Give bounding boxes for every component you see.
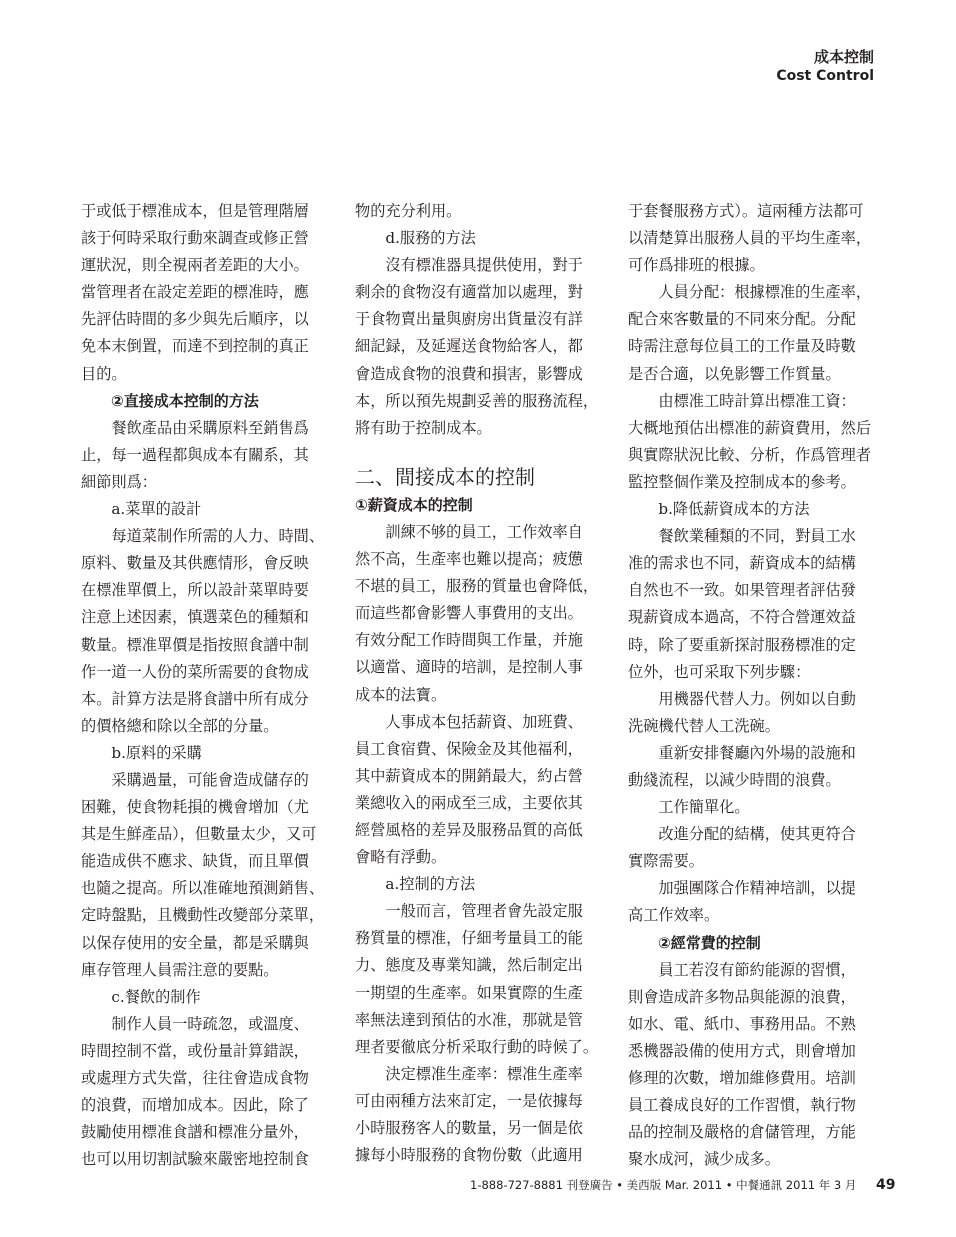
text-column-1 bbox=[81, 198, 347, 1173]
body-text-line: 而這些都會影響人事費用的支出。 bbox=[355, 604, 583, 623]
body-text-line: 以適當、適時的培訓，是控制人事 bbox=[355, 658, 583, 677]
body-text-line: 與實際狀況比較、分析，作爲管理者 bbox=[628, 445, 871, 464]
body-text-line: 定時盤點，且機動性改變部分菜單， bbox=[81, 906, 324, 925]
body-text-line: 有效分配工作時間與工作量，并施 bbox=[355, 631, 583, 650]
body-text-line: 也隨之提高。所以准確地預測銷售、 bbox=[81, 879, 324, 898]
body-text-line: 時間控制不當，或份量計算錯誤， bbox=[81, 1041, 309, 1060]
body-text-line: 原料、數量及其供應情形，會反映 bbox=[81, 554, 309, 573]
body-text-line: 監控整個作業及控制成本的參考。 bbox=[628, 472, 856, 491]
section-heading: ①薪資成本的控制 bbox=[355, 495, 473, 514]
running-header bbox=[776, 48, 874, 85]
body-text-line: 配合來客數量的不同來分配。分配 bbox=[628, 310, 856, 329]
body-text-line: a.控制的方法 bbox=[355, 875, 476, 894]
body-text-line: 沒有標准器具提供使用，對于 bbox=[355, 256, 583, 275]
body-text-line: 時需注意每位員工的工作量及時數 bbox=[628, 337, 856, 356]
body-text-line: 的浪費，而增加成本。因此，除了 bbox=[81, 1096, 309, 1115]
body-text-line: 也可以用切割試驗來嚴密地控制食 bbox=[81, 1150, 309, 1169]
footer-publication-info: 1-888-727-8881 刊登廣告 • 美西版 Mar. 2011 • 中餐通訊 2011 年 3 月 bbox=[470, 1178, 857, 1192]
body-text-line: 可作爲排班的根據。 bbox=[628, 256, 765, 275]
body-text-line: 注意上述因素，慎選菜色的種類和 bbox=[81, 608, 309, 627]
body-text-line: 餐飲業種類的不同，對員工水 bbox=[628, 527, 856, 546]
body-text-line: 則會造成許多物品與能源的浪費， bbox=[628, 987, 856, 1006]
body-text-line: 細記録，及延遲送食物給客人，都 bbox=[355, 337, 583, 356]
body-text-line: 剩余的食物沒有適當加以處理，對 bbox=[355, 283, 583, 302]
body-text-line: 先評估時間的多少與先后順序，以 bbox=[81, 310, 309, 329]
body-text-line: 其是生鮮產品），但數量太少，又可 bbox=[81, 825, 317, 844]
body-text-line: 是否合適，以免影響工作質量。 bbox=[628, 364, 841, 383]
text-column-2 bbox=[355, 198, 621, 1169]
body-text-line: 困難，使食物耗損的機會增加（尤 bbox=[81, 798, 309, 817]
body-text-line: 會造成食物的浪費和損害，影響成 bbox=[355, 364, 583, 383]
body-text-line: 一般而言，管理者會先設定服 bbox=[355, 902, 583, 921]
body-text-line: 在標准單價上，所以設計菜單時要 bbox=[81, 581, 309, 600]
body-text-line: 小時服務客人的數量，另一個是依 bbox=[355, 1119, 583, 1137]
body-text-line: 將有助于控制成本。 bbox=[355, 418, 492, 437]
body-text-line: 用機器代替人力。例如以自動 bbox=[628, 689, 856, 708]
body-text-line: 人事成本包括薪資、加班費、 bbox=[355, 712, 583, 731]
body-text-line: 准的需求也不同，薪資成本的結構 bbox=[628, 554, 856, 573]
body-text-line: 據每小時服務的食物份數（此適用 bbox=[355, 1146, 583, 1165]
body-text-line: 可由兩種方法來訂定，一是依據每 bbox=[355, 1091, 583, 1110]
body-text-line: 細節則爲： bbox=[81, 472, 157, 491]
body-text-line: c.餐飲的制作 bbox=[81, 987, 201, 1006]
body-text-line: 動綫流程，以減少時間的浪費。 bbox=[628, 770, 841, 789]
body-text-line: 本，所以預先規劃妥善的服務流程， bbox=[355, 391, 598, 410]
section-heading: ②經常費的控制 bbox=[628, 933, 761, 952]
body-text-line: 庫存管理人員需注意的要點。 bbox=[81, 960, 279, 979]
body-text-line: 其中薪資成本的開銷最大，約占營 bbox=[355, 766, 583, 785]
body-text-line: 員工養成良好的工作習慣，執行物 bbox=[628, 1096, 856, 1115]
body-text-line: d.服務的方法 bbox=[355, 229, 476, 248]
body-text-line: 會略有浮動。 bbox=[355, 848, 447, 867]
body-text-line: a.菜單的設計 bbox=[81, 500, 202, 519]
body-text-line: 務質量的標准，仔細考量員工的能 bbox=[355, 929, 583, 948]
body-text-line: 時，除了要重新探討服務標准的定 bbox=[628, 635, 856, 654]
body-text-line: 止，每一過程都與成本有關系，其 bbox=[81, 445, 309, 464]
body-text-line: 悉機器設備的使用方式，則會增加 bbox=[628, 1041, 856, 1060]
body-text-line: 洗碗機代替人工洗碗。 bbox=[628, 716, 780, 735]
section-heading: ②直接成本控制的方法 bbox=[81, 391, 259, 410]
body-text-line: 然不高，生產率也難以提高；疲憊 bbox=[355, 550, 583, 569]
page-number: 49 bbox=[876, 1177, 896, 1193]
body-text-line: 餐飲產品由采購原料至銷售爲 bbox=[81, 418, 309, 437]
body-text-line: 數量。標准單價是指按照食譜中制 bbox=[81, 635, 309, 654]
body-text-line: 實際需要。 bbox=[628, 852, 704, 871]
body-text-line: 于食物賣出量與廚房出貨量沒有詳 bbox=[355, 310, 583, 329]
body-text-line: 于套餐服務方式）。這兩種方法都可 bbox=[628, 202, 864, 220]
body-text-line: 人員分配：根據標准的生產率， bbox=[628, 283, 871, 302]
text-column-3 bbox=[628, 198, 894, 1173]
body-text-line: 員工食宿費、保險金及其他福利， bbox=[355, 739, 583, 758]
body-text-line: 加强團隊合作精神培訓，以提 bbox=[628, 879, 856, 898]
body-text-line: 或處理方式失當，往往會造成食物 bbox=[81, 1069, 309, 1087]
body-text-line: 采購過量，可能會造成儲存的 bbox=[81, 770, 309, 789]
body-text-line: 作一道一人份的菜所需要的食物成 bbox=[81, 662, 309, 681]
body-text-line: 不堪的員工，服務的質量也會降低， bbox=[355, 577, 598, 596]
body-text-line: 自然也不一致。如果管理者評估發 bbox=[628, 581, 856, 600]
body-text-line: 的價格總和除以全部的分量。 bbox=[81, 716, 279, 735]
page-footer bbox=[470, 1177, 896, 1193]
body-text-line: 高工作效率。 bbox=[628, 906, 720, 925]
body-text-line: 制作人員一時疏忽，或溫度、 bbox=[81, 1014, 309, 1033]
section-title-english: Cost Control bbox=[776, 68, 874, 84]
body-text-line: 員工若沒有節約能源的習慣， bbox=[628, 960, 856, 979]
body-text-line: 工作簡單化。 bbox=[628, 798, 750, 817]
body-text-line: 于或低于標准成本，但是管理階層 bbox=[81, 202, 309, 220]
body-text-line: 業總收入的兩成至三成，主要依其 bbox=[355, 793, 583, 812]
body-text-line: 每道菜制作所需的人力、時間、 bbox=[81, 527, 324, 546]
body-text-line: 大概地預估出標准的薪資費用，然后 bbox=[628, 418, 871, 437]
body-text-line: 以清楚算出服務人員的平均生產率， bbox=[628, 229, 871, 248]
section-heading: 二、間接成本的控制 bbox=[355, 464, 535, 489]
body-text-line: 如水、電、紙巾、事務用品。不熟 bbox=[628, 1014, 856, 1033]
body-text-line: 理者要徹底分析采取行動的時候了。 bbox=[355, 1037, 598, 1056]
body-text-line: 免本末倒置，而達不到控制的真正 bbox=[81, 337, 309, 356]
body-text-line: 成本的法寶。 bbox=[355, 685, 447, 704]
section-title-chinese: 成本控制 bbox=[813, 48, 874, 66]
body-text-line: 位外，也可采取下列步驟： bbox=[628, 662, 811, 681]
body-text-line: b.原料的采購 bbox=[81, 743, 202, 762]
body-text-line: 物的充分利用。 bbox=[355, 202, 462, 220]
body-text-line: 當管理者在設定差距的標准時，應 bbox=[81, 283, 309, 302]
body-text-line: 決定標准生產率：標准生產率 bbox=[355, 1064, 583, 1083]
body-text-line: 該于何時采取行動來調查或修正營 bbox=[81, 229, 309, 248]
body-text-line: 能造成供不應求、缺貨，而且單價 bbox=[81, 852, 309, 871]
body-text-line: 力、態度及專業知識，然后制定出 bbox=[355, 956, 583, 975]
body-text-line: 重新安排餐廳內外場的設施和 bbox=[628, 743, 856, 762]
body-text-line: 率無法達到預估的水准，那就是管 bbox=[355, 1010, 583, 1029]
body-text-line: 品的控制及嚴格的倉儲管理，方能 bbox=[628, 1123, 856, 1142]
body-text-line: 鼓勵使用標准食譜和標准分量外， bbox=[81, 1123, 309, 1142]
body-text-line: 修理的次數，增加維修費用。培訓 bbox=[628, 1069, 856, 1087]
body-text-line: 聚水成河，減少成多。 bbox=[628, 1150, 780, 1169]
body-text-line: 訓練不够的員工，工作效率自 bbox=[355, 522, 583, 541]
body-text-line: 運狀況，則全視兩者差距的大小。 bbox=[81, 256, 309, 275]
body-text-line: 一期望的生產率。如果實際的生產 bbox=[355, 983, 583, 1002]
body-text-line bbox=[355, 442, 621, 462]
body-text-line: 本。計算方法是將食譜中所有成分 bbox=[81, 689, 309, 708]
body-text-line: 以保存使用的安全量，都是采購與 bbox=[81, 933, 309, 952]
body-text-line: 改進分配的結構，使其更符合 bbox=[628, 825, 856, 844]
body-text-line: 由標准工時計算出標准工資： bbox=[628, 391, 856, 410]
body-text-line: 目的。 bbox=[81, 364, 127, 383]
body-text-line: 現薪資成本過高，不符合營運效益 bbox=[628, 608, 856, 627]
body-text-line: b.降低薪資成本的方法 bbox=[628, 500, 810, 519]
body-text-line: 經營風格的差异及服務品質的高低 bbox=[355, 820, 583, 839]
